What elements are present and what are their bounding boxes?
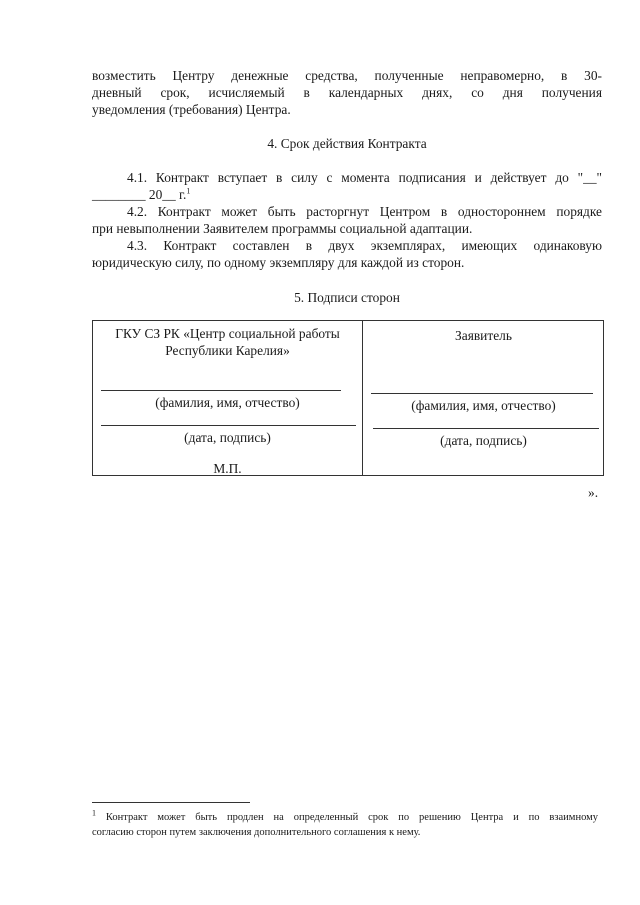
footnote-line-2: согласию сторон путем заключения дополнительного соглашения к нему.: [92, 827, 421, 838]
clause-4-3-line-2: юридическую силу, по одному экземпляру для каждой из сторон.: [92, 255, 465, 270]
center-org-name-line-2: Республики Карелия»: [165, 343, 290, 358]
applicant-date-signature-line: [373, 428, 599, 429]
intro-line-2: дневный срок, исчисляемый в календарных днях, со дня получения: [92, 85, 602, 100]
signatures-table: [92, 320, 604, 476]
clause-4-2-line-1: 4.2. Контракт может быть расторгнут Центром в одностороннем порядке: [127, 204, 602, 219]
footnote-reference: 1: [186, 186, 191, 196]
center-date-signature-line: [101, 425, 356, 426]
clause-4-3-line-1: 4.3. Контракт составлен в двух экземплярах, имеющих одинаковую: [127, 238, 602, 253]
center-name-signature-line: [101, 390, 341, 391]
clause-4-1-date: ________ 20__ г.: [92, 187, 187, 202]
section-4-heading: 4. Срок действия Контракта: [267, 136, 427, 151]
applicant-date-caption: (дата, подпись): [440, 433, 527, 448]
center-date-caption: (дата, подпись): [184, 430, 271, 445]
applicant-title: Заявитель: [455, 328, 512, 343]
footnote: [92, 810, 598, 840]
center-org-name-line-1: ГКУ СЗ РК «Центр социальной работы: [115, 326, 340, 341]
intro-line-1: возместить Центру денежные средства, полученные неправомерно, в 30-: [92, 68, 602, 83]
clause-4-2-line-2: при невыполнении Заявителем программы социальной адаптации.: [92, 221, 473, 236]
applicant-name-caption: (фамилия, имя, отчество): [411, 398, 556, 413]
clause-4-1-line-2: [92, 186, 602, 203]
section-5-heading: 5. Подписи сторон: [294, 290, 400, 305]
footnote-separator: [92, 802, 250, 803]
footnote-marker: 1: [92, 808, 96, 818]
applicant-name-signature-line: [371, 393, 593, 394]
stamp-placeholder: М.П.: [213, 461, 242, 476]
intro-line-3: уведомления (требования) Центра.: [92, 102, 291, 117]
center-name-caption: (фамилия, имя, отчество): [155, 395, 300, 410]
footnote-line-1: Контракт может быть продлен на определенный срок по решению Центра и по взаимному: [105, 812, 599, 823]
closing-quote: ».: [588, 485, 599, 500]
clause-4-1-line-1: 4.1. Контракт вступает в силу с момента подписания и действует до "__": [127, 170, 602, 185]
